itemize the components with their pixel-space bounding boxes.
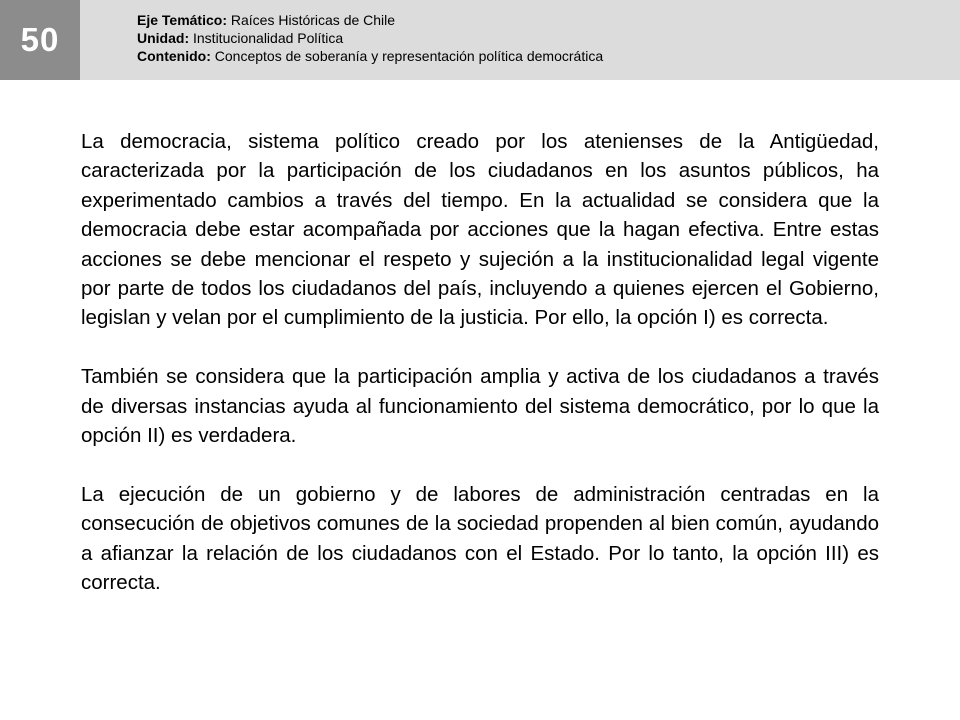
explanation-text — [81, 127, 879, 627]
eje-tematico-label: Eje Temático: — [137, 12, 227, 28]
paragraph-2: También se considera que la participación amplia y activa de los ciudadanos a través de diversas instancias ayuda al funcionamiento del sistema democrático, por lo que la opción II) es verdadera. — [81, 365, 879, 448]
contenido-row — [137, 47, 603, 65]
unidad-value: Institucionalidad Política — [193, 30, 344, 46]
header-bar — [0, 0, 960, 80]
contenido-value: Conceptos de soberanía y representación política democrática — [214, 48, 604, 64]
topic-metadata — [137, 11, 603, 65]
eje-tematico-row — [137, 11, 603, 29]
paragraph-3: La ejecución de un gobierno y de labores de administración centradas en la consecución de objetivos comunes de la sociedad propenden al bien común, ayudando a afianzar la relación de los ciudadanos con el Estado. Por lo tanto, la opción III) es correcta. — [81, 482, 879, 595]
contenido-label: Contenido: — [137, 48, 211, 64]
question-number: 50 — [20, 21, 60, 58]
paragraph-1: La democracia, sistema político creado por los atenienses de la Antigüedad, caracterizada por la participación de los ciudadanos en los asuntos públicos, ha experimentado cambios a través del tiempo. En la actualidad se considera que la democracia debe estar acompañada por acciones que la hagan efectiva. Entre estas acciones se debe mencionar el respeto y sujeción a la institucionalidad legal vigente por parte de todos los ciudadanos del país, incluyendo a quienes ejercen el Gobierno, legislan y velan por el cumplimiento de la justicia. Por ello, la opción I) es correcta. — [81, 130, 879, 330]
unidad-label: Unidad: — [137, 30, 190, 46]
question-number-badge — [0, 0, 80, 80]
unidad-row — [137, 29, 603, 47]
eje-tematico-value: Raíces Históricas de Chile — [230, 12, 396, 28]
